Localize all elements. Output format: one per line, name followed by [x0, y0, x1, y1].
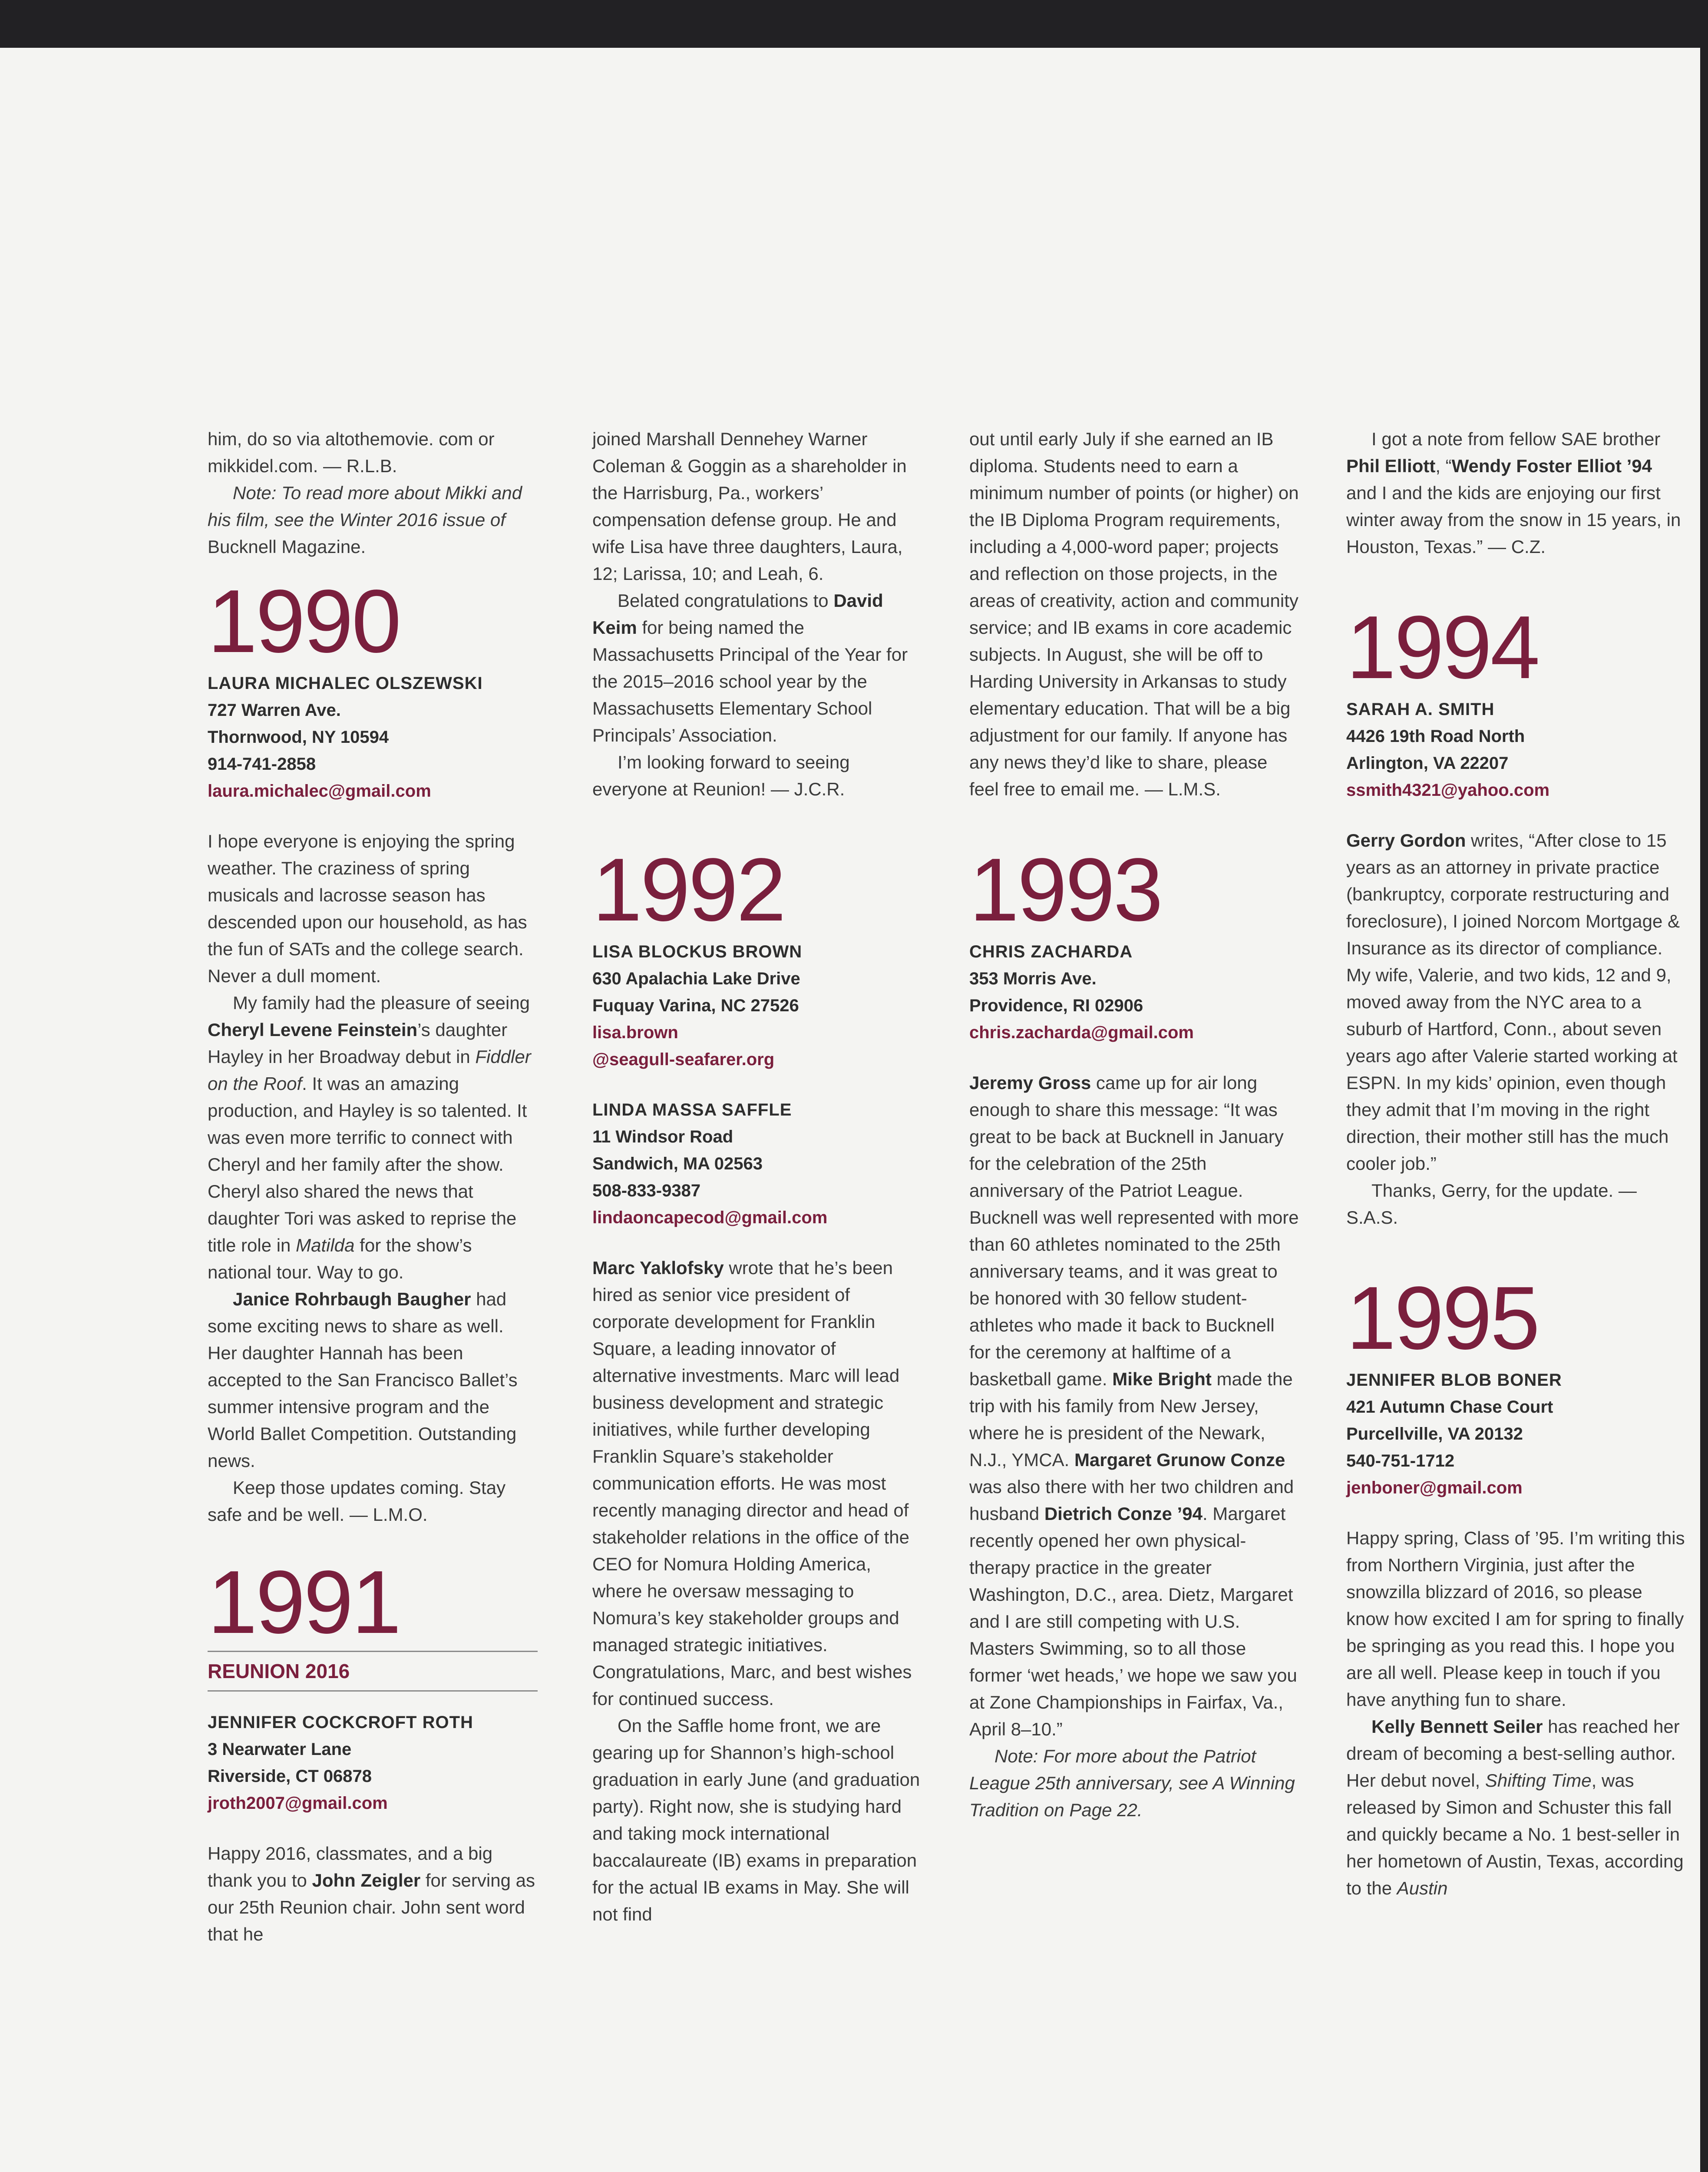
class-contact — [592, 1096, 922, 1231]
note-text: Magazine. — [276, 536, 366, 557]
text-run: was also there with her two children and husband — [969, 1477, 1294, 1524]
text-run: wrote that he’s been hired as senior vice president of corporate development for Franklin Square, a leading innovator of alternative investments. Marc will lead business development and strategic initiatives, while further developing Franklin Square’s stakeholder communication efforts. He was most recently managing director and head of stakeholder relations in the office of the CEO for Nomura Holding America, where he oversaw messaging to Nomura’s key stakeholder groups and managed strategic initiatives. Congratulations, Marc, and best wishes for continued success. — [592, 1258, 912, 1709]
class-contact — [208, 670, 538, 805]
editor-note — [208, 480, 538, 560]
contact-name: JENNIFER BLOB BONER — [1346, 1371, 1562, 1390]
contact-email[interactable]: jroth2007@gmail.com — [208, 1794, 388, 1813]
contact-name: JENNIFER COCKCROFT ROTH — [208, 1713, 473, 1732]
text-run: writes, “After close to 15 years as an attorney in private practice (bankruptcy, corporate restructuring and foreclosure), I joined Norcom Mortgage & Insurance as its director of compliance. My wife, Valerie, and two kids, 12 and 9, moved away from the NYC area to a suburb of Hartford, Conn., about seven years ago after Valerie started working at ESPN. In my kids’ opinion, even though they admit that I’m moving in the right direction, their mother still has the much cooler job.” — [1346, 830, 1680, 1174]
class-contact — [969, 938, 1299, 1046]
title-ref: Matilda — [296, 1235, 355, 1255]
title-ref: Shifting Time — [1485, 1770, 1592, 1791]
paragraph: I’m looking forward to seeing everyone at Reunion! — J.C.R. — [592, 752, 850, 799]
title-ref: Austin — [1397, 1878, 1448, 1898]
contact-address: 630 Apalachia Lake Drive — [592, 969, 800, 988]
note-text: Note: To read more about Mikki and his film, see the Winter 2016 issue of — [208, 483, 522, 530]
person-name: Kelly Bennett Seiler — [1371, 1716, 1543, 1737]
contact-email[interactable]: lindaoncapecod@gmail.com — [592, 1208, 828, 1227]
contact-address: 353 Morris Ave. — [969, 969, 1097, 988]
class-year-heading: 1994 — [1346, 597, 1539, 697]
contact-email[interactable]: chris.zacharda@gmail.com — [969, 1023, 1194, 1042]
contact-email[interactable]: jenboner@gmail.com — [1346, 1478, 1523, 1497]
contact-name: CHRIS ZACHARDA — [969, 942, 1133, 961]
paragraph: Happy spring, Class of ’95. I’m writing this from Northern Virginia, just after the snowzilla blizzard of 2016, so please know how excited I am for spring to finally be springing as you read this. I hope you are all well. Please keep in touch if you have anything fun to share. — [1346, 1528, 1685, 1710]
person-name: Cheryl Levene Feinstein — [208, 1020, 418, 1040]
text-run: . Margaret recently opened her own physical-therapy practice in the greater Washington, D.C., area. Dietz, Margaret and I are still competing with U.S. Masters Swimming, so to all those former ‘wet heads,’ we hope we saw you at Zone Championships in Fairfax, Va., April 8–10.” — [969, 1503, 1297, 1739]
paragraph: I hope everyone is enjoying the spring weather. The craziness of spring musicals and lacrosse season has descended upon our household, as has the fun of SATs and the college search. Never a dull moment. — [208, 831, 527, 986]
paragraph — [592, 1255, 922, 1712]
contact-phone: 508-833-9387 — [592, 1181, 701, 1200]
contact-name: LISA BLOCKUS BROWN — [592, 942, 803, 961]
text-run: made the trip with his family from New Jersey, where he is president of the Newark, N.J., YMCA. — [969, 1369, 1293, 1470]
contact-email[interactable]: lisa.brown — [592, 1023, 678, 1042]
person-name: Janice Rohrbaugh Baugher — [233, 1289, 471, 1309]
column-3 — [969, 426, 1299, 1824]
editor-note: Note: For more about the Patriot League 25th anniversary, see A Winning Tradition on Page 22. — [969, 1746, 1295, 1820]
column-2 — [592, 426, 922, 1928]
person-name: Gerry Gordon — [1346, 830, 1466, 851]
reunion-banner: REUNION 2016 — [208, 1651, 538, 1692]
class-year-heading: 1995 — [1346, 1268, 1539, 1368]
person-name: Margaret Grunow Conze — [1074, 1450, 1285, 1470]
class-contact — [1346, 696, 1685, 804]
class-year-heading: 1993 — [969, 840, 1162, 940]
paragraph — [1346, 827, 1685, 1177]
text-run: for being named the Massachusetts Principal of the Year for the 2015–2016 school year by the Massachusetts Elementary School Principals’ Association. — [592, 617, 908, 745]
contact-phone: 914-741-2858 — [208, 755, 316, 774]
class-year-heading: 1991 — [208, 1552, 400, 1652]
column-4 — [1346, 426, 1685, 1902]
person-name: Marc Yaklofsky — [592, 1258, 724, 1278]
paragraph — [208, 1286, 538, 1474]
person-name: Wendy Foster Elliot ’94 — [1451, 456, 1652, 476]
paragraph: On the Saffle home front, we are gearing up for Shannon’s high-school graduation in early June (and graduation party). Right now, she is studying hard and taking mock international baccalaureate (IB) exams in preparation for the actual IB exams in May. She will not find — [592, 1715, 920, 1924]
contact-email[interactable]: laura.michalec@gmail.com — [208, 781, 431, 801]
text-run: Happy 2016, classmates, and a big thank you to — [208, 1843, 493, 1891]
person-name: John Zeigler — [312, 1870, 421, 1891]
contact-address: 727 Warren Ave. — [208, 701, 341, 720]
text-run: ’s daughter Hayley in her Broadway debut in — [208, 1020, 508, 1067]
text-run: for serving as our 25th Reunion chair. John sent word that he — [208, 1870, 535, 1944]
contact-address: 421 Autumn Chase Court — [1346, 1397, 1553, 1417]
paragraph — [1346, 426, 1685, 560]
paragraph: Keep those updates coming. Stay safe and be well. — L.M.O. — [208, 1477, 506, 1525]
paragraph: Thanks, Gerry, for the update. — S.A.S. — [1346, 1180, 1637, 1228]
contact-name: LAURA MICHALEC OLSZEWSKI — [208, 674, 483, 693]
text-run: for the show’s national tour. Way to go. — [208, 1235, 472, 1282]
text-run: and I and the kids are enjoying our first winter away from the snow in 15 years, in Houston, Texas.” — C.Z. — [1346, 483, 1681, 557]
paragraph — [969, 1069, 1299, 1743]
class-year-heading: 1990 — [208, 571, 400, 671]
paragraph — [1346, 1713, 1685, 1902]
paragraph: out until early July if she earned an IB diploma. Students need to earn a minimum number of points (or higher) on the IB Diploma Program requirements, including a 4,000-word paper; projects and reflection on those projects, in the areas of creativity, action and community service; and IB exams in core academic subjects. In August, she will be off to Harding University in Arkansas to study elementary education. That will be a big adjustment for our family. If anyone has any news they’d like to share, please feel free to email me. — L.M.S. — [969, 429, 1299, 799]
paragraph — [592, 587, 922, 749]
title-ref: Fiddler on the Roof — [208, 1046, 531, 1094]
contact-city: Riverside, CT 06878 — [208, 1767, 372, 1786]
person-name: David Keim — [592, 590, 883, 638]
person-name: Phil Elliott — [1346, 456, 1436, 476]
text-run: has reached her dream of becoming a best-selling author. Her debut novel, — [1346, 1716, 1680, 1791]
contact-city: Fuquay Varina, NC 27526 — [592, 996, 799, 1015]
contact-address: 4426 19th Road North — [1346, 727, 1525, 746]
contact-email[interactable]: ssmith4321@yahoo.com — [1346, 781, 1550, 800]
contact-address: 3 Nearwater Lane — [208, 1740, 352, 1759]
text-run: . It was an amazing production, and Hayley is so talented. It was even more terrific to connect with Cheryl and her family after the show. Cheryl also shared the news that daughter Tori was asked to reprise the title role in — [208, 1073, 527, 1255]
text-run: I got a note from fellow SAE brother — [1371, 429, 1661, 449]
text-run: Belated congratulations to — [618, 590, 834, 611]
contact-name: LINDA MASSA SAFFLE — [592, 1100, 792, 1119]
contact-city: Thornwood, NY 10594 — [208, 728, 389, 747]
paragraph — [208, 1840, 538, 1948]
contact-city: Providence, RI 02906 — [969, 996, 1143, 1015]
text-run: had some exciting news to share as well. Her daughter Hannah has been accepted to the San Francisco Ballet’s summer intensive program and the World Ballet Competition. Outstanding news. — [208, 1289, 518, 1471]
text-run: came up for air long enough to share this message: “It was great to be back at Bucknell in January for the celebration of the 25th anniversary of the Patriot League. Bucknell was well represented with more than 60 athletes nominated to the 25th anniversary teams, and it was great to be honored with 30 fellow student-athletes who made it back to Bucknell for the ceremony at halftime of a basketball game. — [969, 1073, 1299, 1389]
contact-phone: 540-751-1712 — [1346, 1451, 1455, 1470]
person-name: Jeremy Gross — [969, 1073, 1091, 1093]
paragraph: him, do so via altothemovie. com or mikkidel.com. — R.L.B. — [208, 429, 495, 476]
contact-city: Arlington, VA 22207 — [1346, 754, 1509, 773]
person-name: Dietrich Conze ’94 — [1044, 1503, 1203, 1524]
class-contact — [1346, 1367, 1685, 1501]
contact-email[interactable]: @seagull-seafarer.org — [592, 1050, 775, 1069]
text-run: , was released by Simon and Schuster this fall and quickly became a No. 1 best-seller in her hometown of Austin, Texas, according to the — [1346, 1770, 1684, 1898]
paragraph — [208, 990, 538, 1286]
text-run: My family had the pleasure of seeing — [233, 993, 530, 1013]
class-year-heading: 1992 — [592, 840, 785, 940]
person-name: Mike Bright — [1112, 1369, 1212, 1389]
class-contact — [208, 1709, 538, 1817]
note-text: Bucknell — [208, 536, 277, 557]
contact-name: SARAH A. SMITH — [1346, 700, 1495, 719]
column-1 — [208, 426, 538, 1948]
contact-city: Sandwich, MA 02563 — [592, 1154, 763, 1173]
magazine-page — [0, 48, 1700, 2172]
class-contact — [592, 938, 922, 1073]
contact-address: 11 Windsor Road — [592, 1127, 733, 1146]
contact-city: Purcellville, VA 20132 — [1346, 1424, 1523, 1444]
paragraph: joined Marshall Dennehey Warner Coleman & Goggin as a shareholder in the Harrisburg, Pa., workers’ compensation defense group. He and wife Lisa have three daughters, Laura, 12; Larissa, 10; and Leah, 6. — [592, 429, 907, 584]
text-run: , “ — [1435, 456, 1452, 476]
